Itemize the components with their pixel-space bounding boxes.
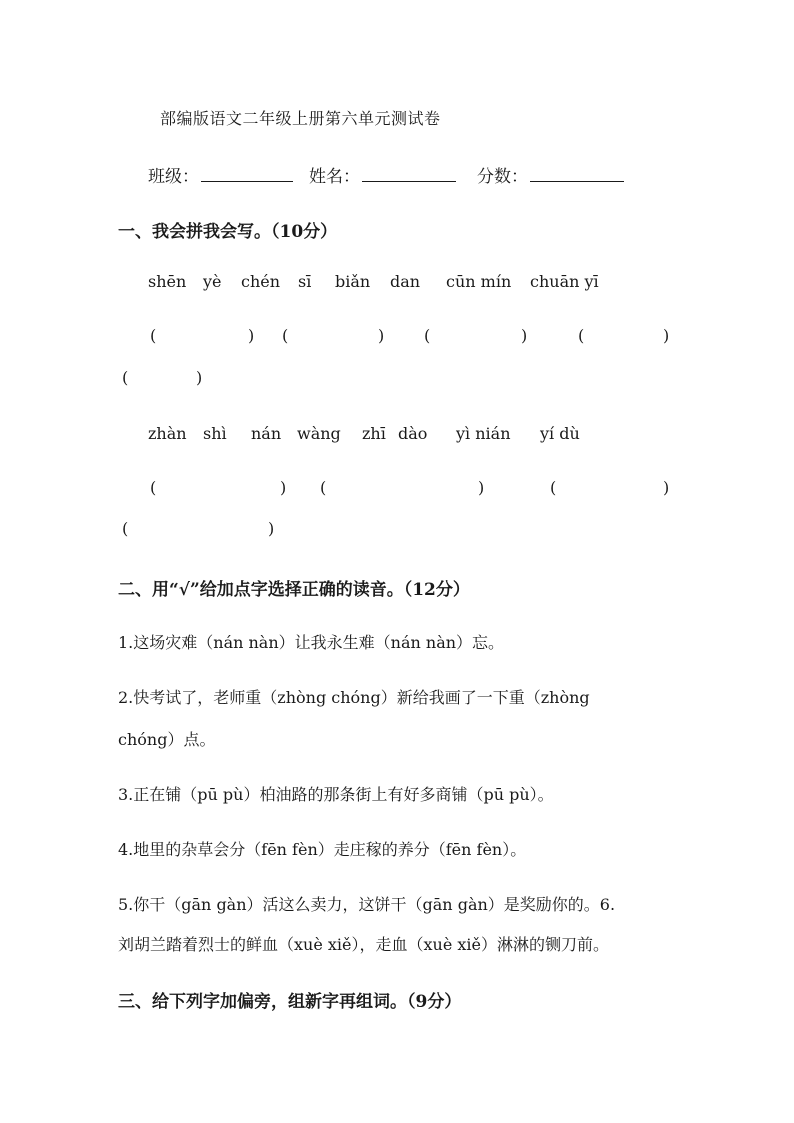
answer-paren-open[interactable]: ( [578, 326, 585, 345]
answer-paren-close: ) [248, 326, 255, 345]
question-line: 1.这场灾难（nán nàn）让我永生难（nán nàn）忘。 [118, 633, 505, 652]
name-label: 姓名： [309, 167, 360, 187]
name-field [309, 162, 456, 187]
pinyin-item: zhàn [148, 424, 187, 443]
pinyin-item: yì nián [456, 424, 511, 443]
question-line: 4.地里的杂草会分（fēn fèn）走庄稼的养分（fēn fèn）。 [118, 840, 527, 859]
question-line: 刘胡兰踏着烈士的鲜血（xuè xiě），走血（xuè xiě）淋淋的铡刀前。 [118, 935, 609, 954]
section2-heading: 二、用“√”给加点字选择正确的读音。（12分） [118, 580, 470, 600]
pinyin-item: cūn mín [446, 272, 512, 291]
page-title: 部编版语文二年级上册第六单元测试卷 [160, 109, 441, 128]
answer-paren-close: ) [663, 326, 670, 345]
pinyin-item: shì [203, 424, 227, 443]
pinyin-item: yè [203, 272, 222, 291]
pinyin-item: zhī [362, 424, 386, 443]
name-blank[interactable] [362, 165, 456, 182]
answer-paren-close: ) [378, 326, 385, 345]
pinyin-item: nán [251, 424, 282, 443]
answer-paren-open[interactable]: ( [150, 478, 157, 497]
class-field [148, 162, 293, 187]
answer-paren-open[interactable]: ( [122, 368, 129, 387]
pinyin-item: dào [398, 424, 428, 443]
answer-paren-open[interactable]: ( [320, 478, 327, 497]
answer-paren-close: ) [196, 368, 203, 387]
question-line: 2.快考试了，老师重（zhòng chóng）新给我画了一下重（zhòng [118, 688, 590, 707]
section1-heading: 一、我会拼我会写。（10分） [118, 222, 338, 242]
answer-paren-close: ) [521, 326, 528, 345]
pinyin-item: chén [241, 272, 281, 291]
pinyin-item: sī [298, 272, 312, 291]
class-blank[interactable] [201, 165, 293, 182]
answer-paren-open[interactable]: ( [550, 478, 557, 497]
score-field [477, 162, 624, 187]
pinyin-item: dan [390, 272, 421, 291]
answer-paren-close: ) [663, 478, 670, 497]
answer-paren-close: ) [280, 478, 287, 497]
question-line: 5.你干（gān gàn）活这么卖力，这饼干（gān gàn）是奖励你的。6. [118, 895, 616, 914]
answer-paren-open[interactable]: ( [122, 519, 129, 538]
answer-paren-open[interactable]: ( [282, 326, 289, 345]
answer-paren-open[interactable]: ( [424, 326, 431, 345]
answer-paren-close: ) [268, 519, 275, 538]
question-line: 3.正在铺（pū pù）柏油路的那条街上有好多商铺（pū pù）。 [118, 785, 554, 804]
score-blank[interactable] [530, 165, 624, 182]
pinyin-item: wàng [297, 424, 341, 443]
answer-paren-close: ) [478, 478, 485, 497]
pinyin-item: chuān yī [530, 272, 599, 291]
answer-paren-open[interactable]: ( [150, 326, 157, 345]
score-label: 分数： [477, 167, 528, 187]
class-label: 班级： [148, 167, 199, 187]
section3-heading: 三、给下列字加偏旁，组新字再组词。（9分） [118, 992, 462, 1012]
pinyin-item: shēn [148, 272, 187, 291]
pinyin-item: yí dù [540, 424, 580, 443]
pinyin-item: biǎn [335, 272, 371, 291]
question-line: chóng）点。 [118, 730, 216, 749]
